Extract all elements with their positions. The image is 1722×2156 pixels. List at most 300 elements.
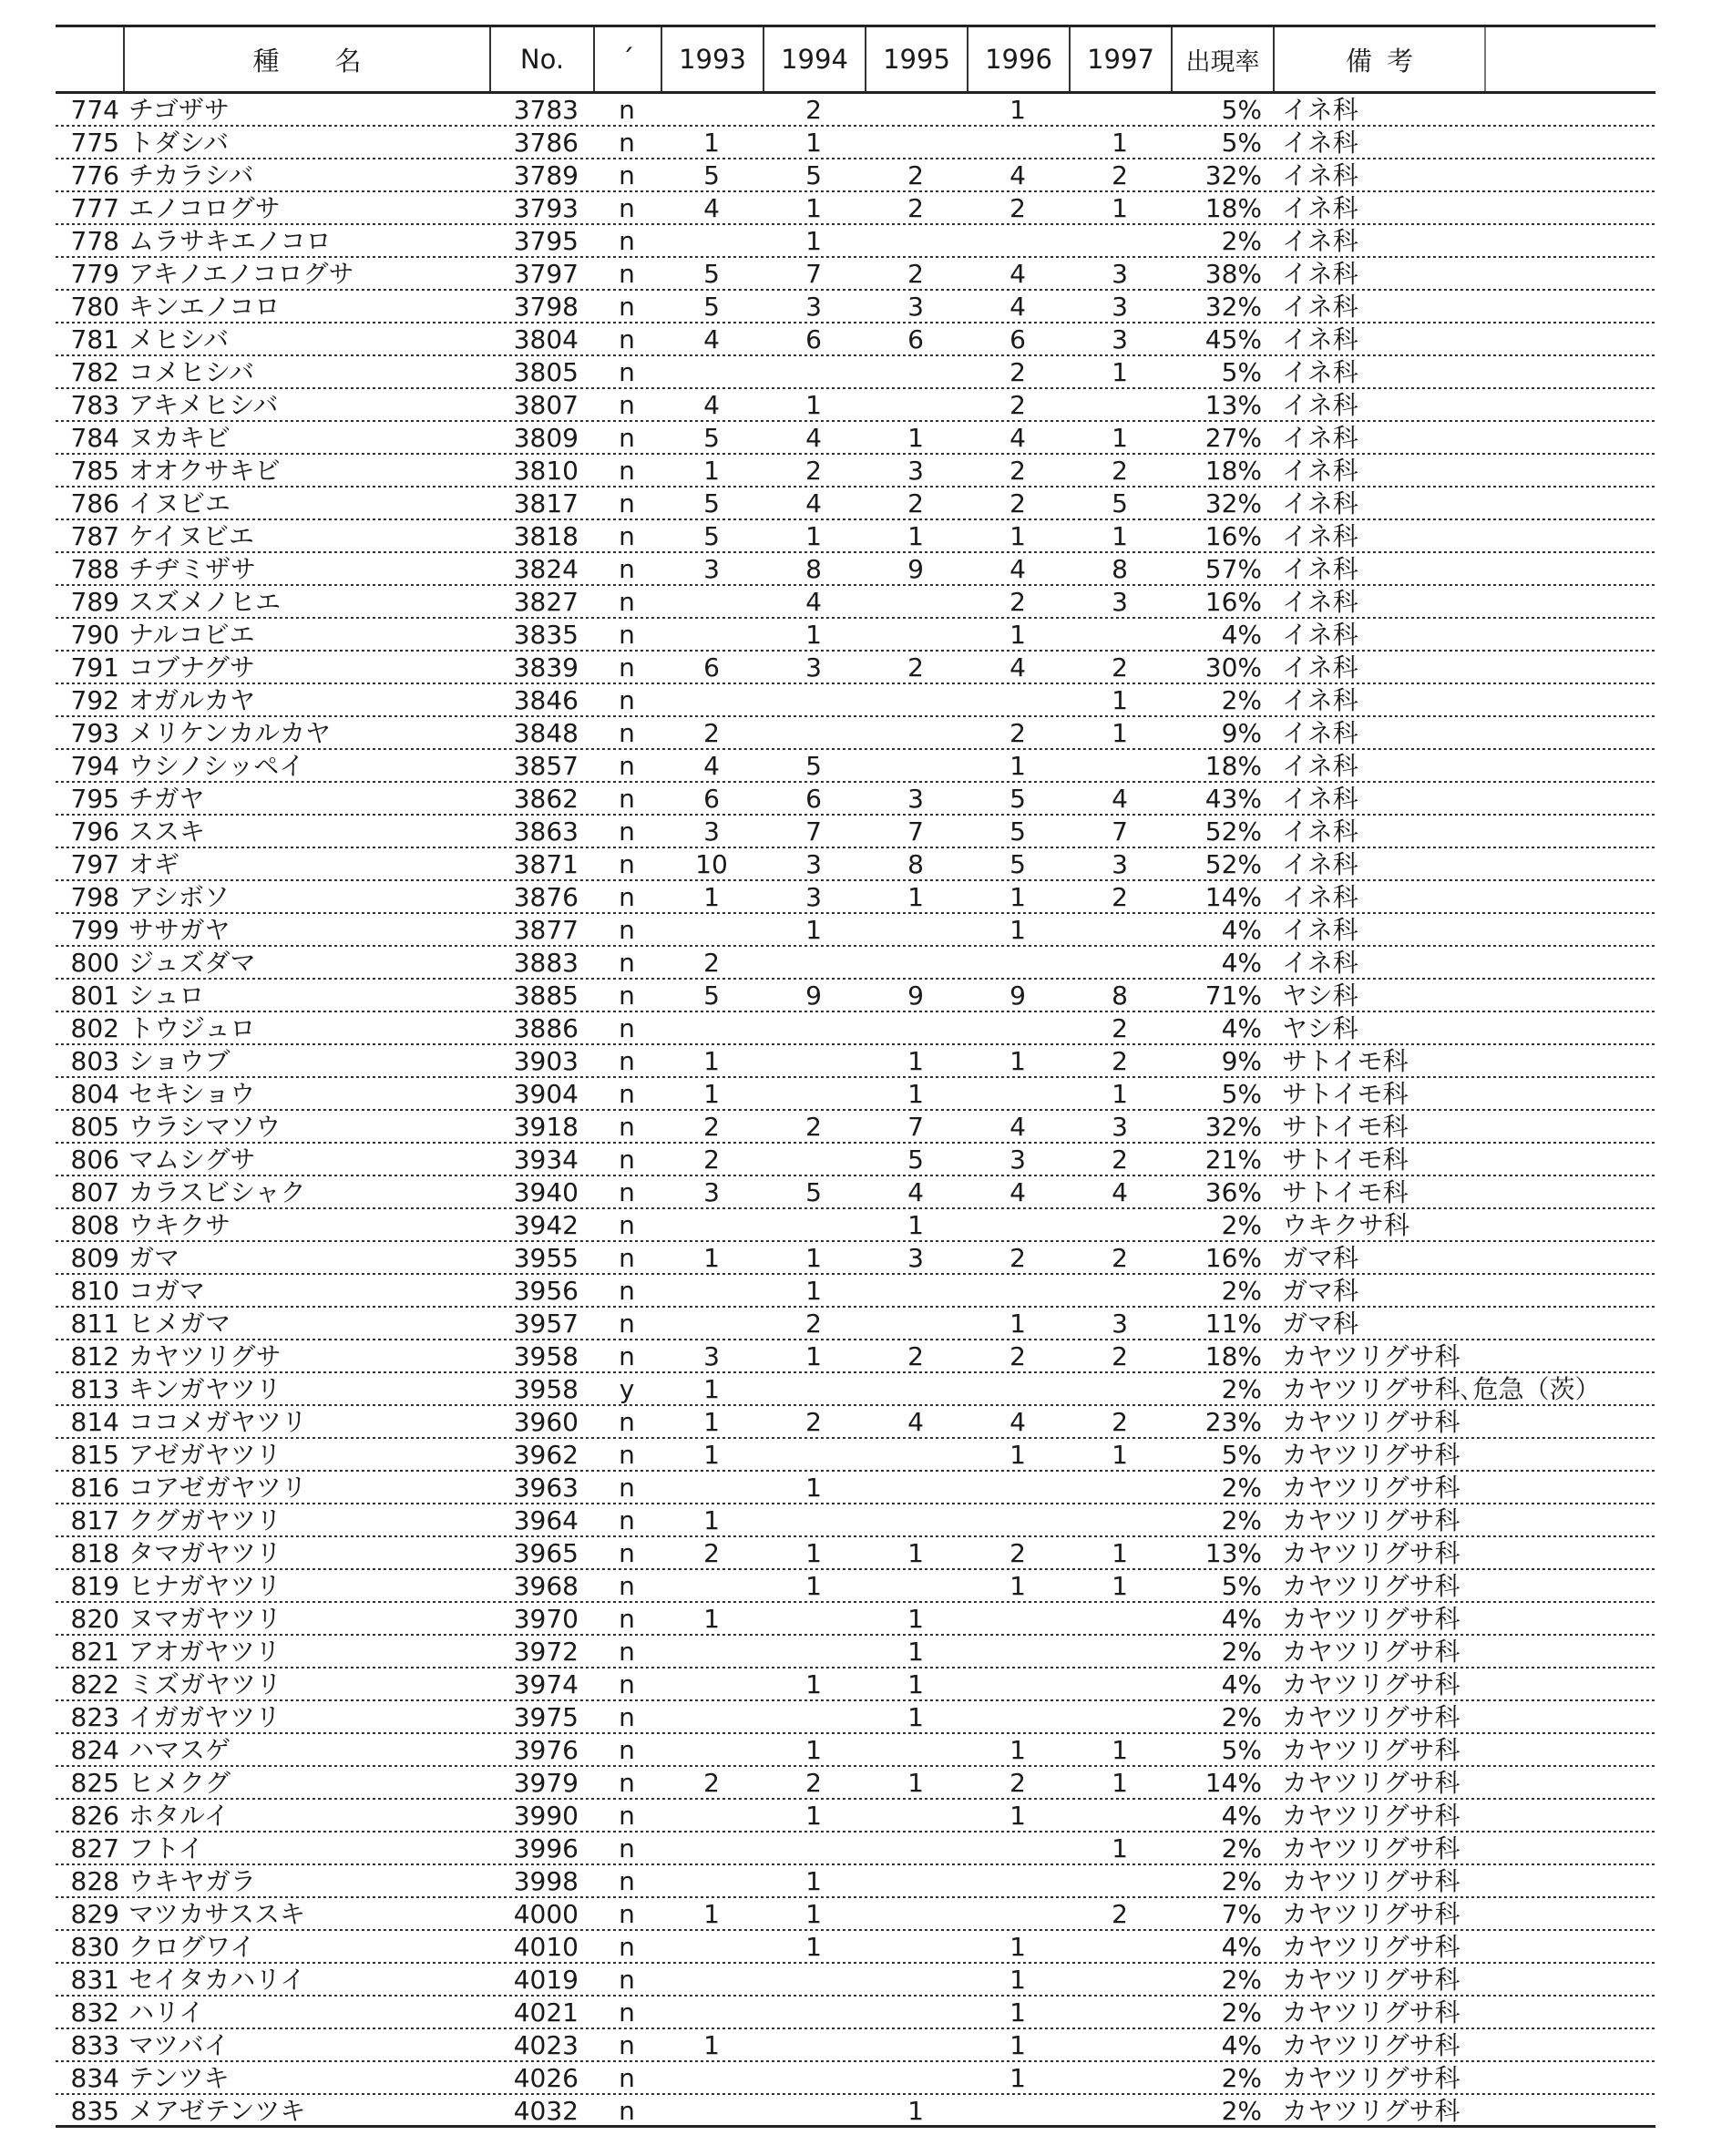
- count-1995: 1: [907, 1768, 924, 1798]
- count-1995: 2: [907, 652, 924, 683]
- remarks-cell: イネ科: [1282, 652, 1358, 683]
- row-index: 795: [70, 784, 119, 814]
- species-number: 3805: [513, 357, 579, 387]
- occurrence-rate: 2%: [1221, 2096, 1262, 2126]
- flag-cell: n: [619, 1833, 635, 1863]
- species-number: 3958: [513, 1341, 579, 1371]
- flag-cell: n: [619, 1571, 635, 1601]
- count-1996: [967, 1275, 1069, 1308]
- species-name: ウシノシッペイ: [128, 751, 305, 781]
- count-1993: [661, 1701, 763, 1734]
- count-1994: 4: [805, 423, 822, 453]
- remarks-cell: イネ科: [1282, 324, 1358, 354]
- count-1993: [661, 1734, 763, 1767]
- species-name: アオガヤツリ: [128, 1637, 281, 1667]
- species-name: ヒナガヤツリ: [128, 1571, 282, 1601]
- count-1994: 3: [805, 292, 822, 322]
- count-1996: [967, 2095, 1069, 2128]
- remarks-cell: カヤツリグサ科: [1282, 1604, 1461, 1634]
- count-1996: 1: [1010, 2063, 1026, 2093]
- row-index: 820: [70, 1604, 119, 1634]
- remarks-cell: ガマ科: [1282, 1276, 1359, 1306]
- count-1996: 1: [1010, 1932, 1026, 1962]
- row-index: 775: [70, 128, 119, 158]
- count-1997: 2: [1112, 1145, 1128, 1175]
- flag-cell: n: [619, 193, 635, 223]
- species-number: 3975: [513, 1702, 579, 1732]
- count-1994: 3: [805, 882, 822, 912]
- remarks-cell: カヤツリグサ科: [1282, 1440, 1461, 1470]
- count-1997: 1: [1112, 357, 1128, 387]
- remarks-cell: ウキクサ科: [1282, 1210, 1410, 1240]
- species-name: テンツキ: [128, 2063, 230, 2093]
- remarks-cell: イネ科: [1282, 357, 1358, 387]
- flag-cell: n: [619, 423, 635, 453]
- remarks-cell: カヤツリグサ科: [1282, 1899, 1461, 1929]
- remarks-cell: イネ科: [1282, 587, 1358, 617]
- species-table: [56, 25, 1655, 2128]
- species-number: 3968: [513, 1571, 579, 1601]
- count-1993: 1: [703, 1505, 720, 1535]
- flag-cell: n: [619, 2096, 635, 2126]
- count-1996: 1: [1010, 2030, 1026, 2060]
- species-number: 3809: [513, 423, 579, 453]
- count-1993: [661, 914, 763, 947]
- count-1996: 2: [1010, 357, 1026, 387]
- species-name: セキショウ: [128, 1079, 256, 1109]
- species-name: マツカサススキ: [128, 1899, 306, 1929]
- header-number: No.: [489, 27, 593, 91]
- species-number: 3960: [513, 1407, 579, 1437]
- row-index: 830: [70, 1932, 119, 1962]
- count-1995: [865, 2029, 967, 2062]
- flag-cell: n: [619, 1505, 635, 1535]
- remarks-cell: イネ科: [1282, 292, 1358, 322]
- trailing-cell: [1484, 2029, 1655, 2062]
- species-name: キンガヤツリ: [128, 1374, 282, 1404]
- table-row: [56, 1636, 1655, 1668]
- table-row: [56, 1078, 1655, 1111]
- occurrence-rate: 2%: [1221, 1210, 1262, 1240]
- flag-cell: n: [619, 1440, 635, 1470]
- flag-cell: n: [619, 554, 635, 584]
- flag-cell: n: [619, 160, 635, 190]
- species-number: 3804: [513, 324, 579, 354]
- species-name: クグガヤツリ: [128, 1505, 282, 1535]
- remarks-cell: イネ科: [1282, 226, 1358, 256]
- trailing-cell: [1484, 488, 1655, 520]
- table-row: [56, 1603, 1655, 1636]
- trailing-cell: [1484, 1275, 1655, 1308]
- occurrence-rate: 2%: [1221, 1473, 1262, 1503]
- row-index: 825: [70, 1768, 119, 1798]
- row-index: 808: [70, 1210, 119, 1240]
- flag-cell: n: [619, 587, 635, 617]
- row-index: 827: [70, 1833, 119, 1863]
- row-index: 822: [70, 1669, 119, 1699]
- count-1996: [967, 1472, 1069, 1504]
- flag-cell: n: [619, 751, 635, 781]
- count-1997: 1: [1112, 685, 1128, 715]
- row-index: 814: [70, 1407, 119, 1437]
- header-year-1995: 1995: [865, 27, 967, 91]
- flag-cell: n: [619, 1079, 635, 1109]
- flag-cell: n: [619, 390, 635, 420]
- species-name: クログワイ: [128, 1932, 256, 1962]
- species-name: オガルカヤ: [128, 685, 256, 715]
- occurrence-rate: 5%: [1221, 128, 1262, 158]
- count-1997: 3: [1112, 259, 1128, 289]
- count-1994: 5: [805, 160, 822, 190]
- row-index: 791: [70, 652, 119, 683]
- count-1993: 5: [703, 259, 720, 289]
- count-1996: [967, 1898, 1069, 1931]
- header-occurrence-rate: 出現率: [1171, 27, 1273, 91]
- flag-cell: n: [619, 685, 635, 715]
- species-name: ホタルイ: [128, 1801, 230, 1831]
- count-1994: 1: [805, 1932, 822, 1962]
- remarks-cell: カヤツリグサ科: [1282, 2030, 1461, 2060]
- species-name: イヌビエ: [128, 488, 231, 518]
- count-1995: 1: [907, 1669, 924, 1699]
- count-1993: 5: [703, 980, 720, 1011]
- count-1997: [1069, 94, 1171, 127]
- count-1997: 1: [1112, 718, 1128, 748]
- count-1995: [865, 1800, 967, 1833]
- species-name: ヒメクグ: [128, 1768, 231, 1798]
- count-1996: 4: [1010, 652, 1026, 683]
- count-1997: 3: [1112, 1309, 1128, 1339]
- species-number: 3979: [513, 1768, 579, 1798]
- species-name: アシボソ: [128, 882, 230, 912]
- count-1997: [1069, 619, 1171, 652]
- occurrence-rate: 2%: [1221, 685, 1262, 715]
- count-1995: 3: [907, 292, 924, 322]
- occurrence-rate: 45%: [1204, 324, 1262, 354]
- count-1993: [661, 1997, 763, 2029]
- remarks-cell: カヤツリグサ科: [1282, 1571, 1461, 1601]
- occurrence-rate: 21%: [1204, 1145, 1262, 1175]
- count-1996: 1: [1010, 1965, 1026, 1995]
- species-name: オギ: [128, 849, 180, 879]
- remarks-cell: イネ科: [1282, 554, 1358, 584]
- trailing-cell: [1484, 1570, 1655, 1603]
- row-index: 785: [70, 456, 119, 486]
- count-1997: [1069, 1275, 1171, 1308]
- species-number: 3958: [513, 1374, 579, 1404]
- count-1993: [661, 225, 763, 258]
- count-1996: 4: [1010, 1407, 1026, 1437]
- count-1994: 9: [805, 980, 822, 1011]
- count-1997: [1069, 1603, 1171, 1636]
- remarks-cell: ヤシ科: [1282, 1013, 1358, 1043]
- count-1997: 1: [1112, 1079, 1128, 1109]
- count-1993: 4: [703, 390, 720, 420]
- table-row: [56, 848, 1655, 881]
- count-1997: [1069, 1668, 1171, 1701]
- row-index: 807: [70, 1177, 119, 1207]
- count-1994: 1: [805, 1669, 822, 1699]
- species-number: 3886: [513, 1013, 579, 1043]
- species-name: コブナグサ: [128, 652, 255, 683]
- table-row: [56, 1734, 1655, 1767]
- row-index: 786: [70, 488, 119, 518]
- count-1996: 4: [1010, 554, 1026, 584]
- table-row: [56, 520, 1655, 553]
- count-1995: 5: [907, 1145, 924, 1175]
- flag-cell: n: [619, 915, 635, 945]
- count-1997: 3: [1112, 1112, 1128, 1142]
- table-row: [56, 2029, 1655, 2062]
- flag-cell: n: [619, 718, 635, 748]
- species-number: 3955: [513, 1243, 579, 1273]
- count-1994: 1: [805, 1538, 822, 1568]
- count-1996: 1: [1010, 620, 1026, 650]
- table-row: [56, 1537, 1655, 1570]
- species-name: ミズガヤツリ: [128, 1669, 282, 1699]
- table-row: [56, 1111, 1655, 1144]
- occurrence-rate: 18%: [1204, 193, 1262, 223]
- count-1994: 6: [805, 784, 822, 814]
- count-1995: [865, 586, 967, 619]
- flag-cell: n: [619, 521, 635, 551]
- occurrence-rate: 23%: [1204, 1407, 1262, 1437]
- remarks-cell: カヤツリグサ科: [1282, 2063, 1461, 2093]
- flag-cell: n: [619, 1801, 635, 1831]
- remarks-cell: カヤツリグサ科: [1282, 1538, 1461, 1568]
- species-number: 3956: [513, 1276, 579, 1306]
- remarks-cell: カヤツリグサ科: [1282, 1833, 1461, 1863]
- flag-cell: n: [619, 980, 635, 1011]
- flag-cell: n: [619, 1276, 635, 1306]
- count-1995: 7: [907, 816, 924, 847]
- remarks-cell: ガマ科: [1282, 1243, 1359, 1273]
- species-name: チガヤ: [128, 784, 205, 814]
- row-index: 801: [70, 980, 119, 1011]
- trailing-cell: [1484, 192, 1655, 225]
- count-1995: [865, 2062, 967, 2095]
- species-number: 3883: [513, 948, 579, 978]
- species-number: 4000: [513, 1899, 579, 1929]
- flag-cell: n: [619, 488, 635, 518]
- table-row: [56, 356, 1655, 389]
- occurrence-rate: 18%: [1204, 1341, 1262, 1371]
- occurrence-rate: 32%: [1204, 160, 1262, 190]
- occurrence-rate: 52%: [1204, 816, 1262, 847]
- table-row: [56, 553, 1655, 586]
- table-row: [56, 422, 1655, 455]
- species-number: 3818: [513, 521, 579, 551]
- trailing-cell: [1484, 455, 1655, 488]
- count-1996: 2: [1010, 193, 1026, 223]
- count-1995: [865, 389, 967, 422]
- table-row: [56, 1997, 1655, 2029]
- species-number: 3863: [513, 816, 579, 847]
- remarks-cell: イネ科: [1282, 816, 1358, 847]
- count-1993: [661, 1472, 763, 1504]
- count-1993: 4: [703, 751, 720, 781]
- count-1994: [763, 947, 865, 980]
- count-1994: 1: [805, 1276, 822, 1306]
- remarks-cell: イネ科: [1282, 718, 1358, 748]
- header-index: [56, 27, 123, 91]
- occurrence-rate: 13%: [1204, 1538, 1262, 1568]
- row-index: 778: [70, 226, 119, 256]
- occurrence-rate: 57%: [1204, 554, 1262, 584]
- occurrence-rate: 4%: [1221, 1669, 1262, 1699]
- count-1993: 5: [703, 521, 720, 551]
- remarks-cell: イネ科: [1282, 193, 1358, 223]
- row-index: 826: [70, 1801, 119, 1831]
- species-name: ケイヌビエ: [128, 521, 255, 551]
- trailing-cell: [1484, 1537, 1655, 1570]
- count-1995: 1: [907, 1079, 924, 1109]
- species-name: オオクサキビ: [128, 456, 281, 486]
- trailing-cell: [1484, 422, 1655, 455]
- occurrence-rate: 2%: [1221, 1637, 1262, 1667]
- species-name: アゼガヤツリ: [128, 1440, 282, 1470]
- row-index: 816: [70, 1473, 119, 1503]
- table-header: [56, 25, 1655, 94]
- table-row: [56, 1144, 1655, 1176]
- trailing-cell: [1484, 1012, 1655, 1045]
- trailing-cell: [1484, 1308, 1655, 1340]
- species-number: 3871: [513, 849, 579, 879]
- remarks-cell: イネ科: [1282, 259, 1358, 289]
- remarks-cell: イネ科: [1282, 423, 1358, 453]
- trailing-cell: [1484, 1931, 1655, 1964]
- flag-cell: n: [619, 2030, 635, 2060]
- remarks-cell: イネ科: [1282, 685, 1358, 715]
- count-1994: 1: [805, 1801, 822, 1831]
- row-index: 815: [70, 1440, 119, 1470]
- count-1993: [661, 619, 763, 652]
- remarks-cell: サトイモ科: [1282, 1079, 1409, 1109]
- count-1993: 2: [703, 948, 720, 978]
- species-number: 3839: [513, 652, 579, 683]
- species-number: 3783: [513, 95, 579, 125]
- table-row: [56, 783, 1655, 816]
- species-name: ハリイ: [128, 1997, 205, 2028]
- count-1996: 2: [1010, 1243, 1026, 1273]
- count-1996: 1: [1010, 915, 1026, 945]
- table-row: [56, 1668, 1655, 1701]
- count-1997: [1069, 1209, 1171, 1242]
- species-number: 3974: [513, 1669, 579, 1699]
- trailing-cell: [1484, 258, 1655, 291]
- count-1994: [763, 1833, 865, 1865]
- table-row: [56, 1308, 1655, 1340]
- count-1994: 5: [805, 751, 822, 781]
- count-1993: [661, 94, 763, 127]
- count-1996: 5: [1010, 816, 1026, 847]
- species-name: フトイ: [128, 1833, 204, 1863]
- occurrence-rate: 2%: [1221, 1965, 1262, 1995]
- trailing-cell: [1484, 1800, 1655, 1833]
- count-1993: 6: [703, 652, 720, 683]
- trailing-cell: [1484, 1668, 1655, 1701]
- row-index: 812: [70, 1341, 119, 1371]
- row-index: 780: [70, 292, 119, 322]
- species-name: アキメヒシバ: [128, 390, 279, 420]
- count-1996: [967, 1209, 1069, 1242]
- species-number: 3940: [513, 1177, 579, 1207]
- count-1994: [763, 717, 865, 750]
- header-note-char-2: 考: [1386, 45, 1413, 77]
- trailing-cell: [1484, 586, 1655, 619]
- trailing-cell: [1484, 2095, 1655, 2128]
- species-name: セイタカハリイ: [128, 1965, 306, 1995]
- species-number: 3846: [513, 685, 579, 715]
- count-1995: 2: [907, 259, 924, 289]
- count-1994: [763, 1964, 865, 1997]
- count-1993: 5: [703, 160, 720, 190]
- count-1997: 2: [1112, 1243, 1128, 1273]
- species-number: 3903: [513, 1046, 579, 1076]
- species-number: 3810: [513, 456, 579, 486]
- count-1997: 1: [1112, 521, 1128, 551]
- count-1997: 1: [1112, 1833, 1128, 1863]
- count-1995: [865, 1898, 967, 1931]
- table-row: [56, 1439, 1655, 1472]
- occurrence-rate: 2%: [1221, 1702, 1262, 1732]
- occurrence-rate: 9%: [1221, 1046, 1262, 1076]
- count-1997: 8: [1112, 980, 1128, 1011]
- remarks-cell: ガマ科: [1282, 1309, 1359, 1339]
- occurrence-rate: 2%: [1221, 2063, 1262, 2093]
- count-1995: 1: [907, 1604, 924, 1634]
- header-flag: ´: [593, 27, 661, 91]
- trailing-cell: [1484, 1636, 1655, 1668]
- count-1993: [661, 684, 763, 717]
- species-number: 3976: [513, 1735, 579, 1765]
- count-1995: 1: [907, 1702, 924, 1732]
- count-1996: 1: [1010, 882, 1026, 912]
- count-1993: 1: [703, 1604, 720, 1634]
- count-1993: [661, 1209, 763, 1242]
- flag-cell: y: [619, 1374, 635, 1404]
- row-index: 779: [70, 259, 119, 289]
- remarks-cell: カヤツリグサ科: [1282, 1669, 1461, 1699]
- trailing-cell: [1484, 1242, 1655, 1275]
- count-1996: 2: [1010, 718, 1026, 748]
- species-number: 3789: [513, 160, 579, 190]
- count-1993: 1: [703, 1374, 720, 1404]
- row-index: 810: [70, 1276, 119, 1306]
- count-1994: [763, 684, 865, 717]
- row-index: 809: [70, 1243, 119, 1273]
- count-1997: 1: [1112, 193, 1128, 223]
- occurrence-rate: 2%: [1221, 1505, 1262, 1535]
- species-name: エノコログサ: [128, 193, 281, 223]
- count-1995: 1: [907, 521, 924, 551]
- occurrence-rate: 4%: [1221, 915, 1262, 945]
- count-1997: 1: [1112, 1768, 1128, 1798]
- count-1996: [967, 1636, 1069, 1668]
- count-1996: 2: [1010, 1341, 1026, 1371]
- count-1996: 1: [1010, 95, 1026, 125]
- count-1997: 3: [1112, 587, 1128, 617]
- row-index: 777: [70, 193, 119, 223]
- count-1996: 2: [1010, 488, 1026, 518]
- count-1994: 1: [805, 1473, 822, 1503]
- species-name: コアゼガヤツリ: [128, 1473, 307, 1503]
- remarks-cell: イネ科: [1282, 488, 1358, 518]
- remarks-cell: カヤツリグサ科: [1282, 1801, 1461, 1831]
- flag-cell: n: [619, 816, 635, 847]
- species-number: 3990: [513, 1801, 579, 1831]
- trailing-cell: [1484, 1209, 1655, 1242]
